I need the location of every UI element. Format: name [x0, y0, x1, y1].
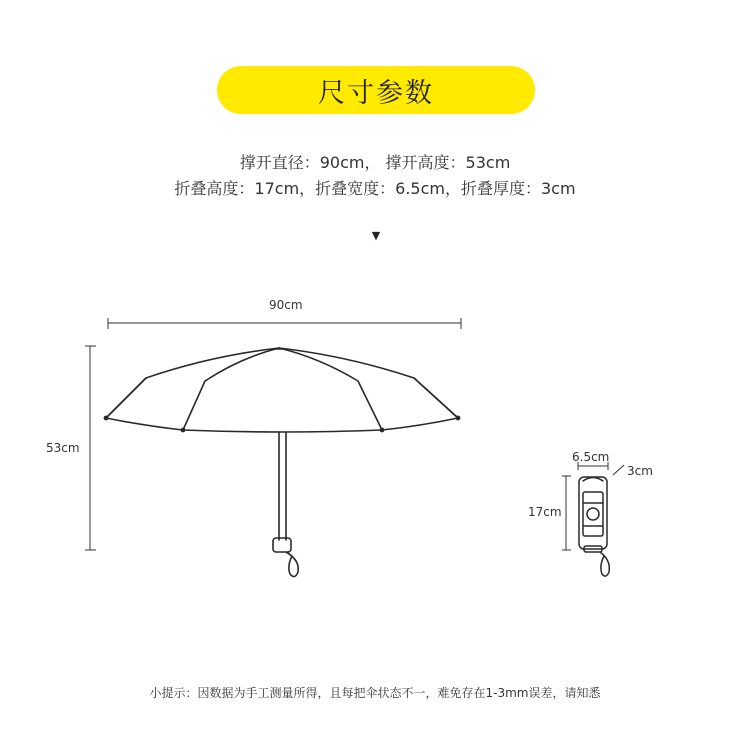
canopy-rib-far-right [414, 378, 458, 418]
folded-strap [600, 552, 609, 576]
section-title: 尺寸参数 [217, 66, 535, 114]
height-label: 53cm [46, 441, 80, 455]
spec-line-folded: 折叠高度：17cm，折叠宽度：6.5cm，折叠厚度：3cm [174, 179, 576, 198]
width-label: 90cm [269, 298, 303, 312]
strap [286, 552, 298, 577]
folded-width-label: 6.5cm [572, 450, 610, 464]
open-umbrella [104, 348, 459, 577]
width-dimension-line [108, 318, 461, 329]
folded-top-fold [583, 478, 603, 482]
canopy-rib-far-left [106, 378, 146, 418]
folded-button [587, 508, 599, 520]
canopy-outline [106, 348, 458, 432]
height-dimension-line [85, 346, 96, 550]
canopy-rib-right [279, 348, 382, 430]
folded-height-dimension-line [562, 476, 571, 550]
folded-thickness-dimension-line [613, 465, 624, 475]
handle [273, 538, 291, 552]
down-arrow-icon: ▼ [371, 229, 381, 242]
spec-line-open: 撑开直径：90cm， 撑开高度：53cm [239, 153, 511, 172]
folded-umbrella [579, 477, 609, 576]
folded-thickness-label: 3cm [627, 464, 653, 478]
folded-panel [583, 492, 603, 536]
canopy-rib-left [183, 348, 279, 430]
folded-height-label: 17cm [528, 505, 562, 519]
measurement-tip: 小提示：因数据为手工测量所得，且每把伞状态不一，难免存在1-3mm误差，请知悉 [149, 686, 601, 700]
